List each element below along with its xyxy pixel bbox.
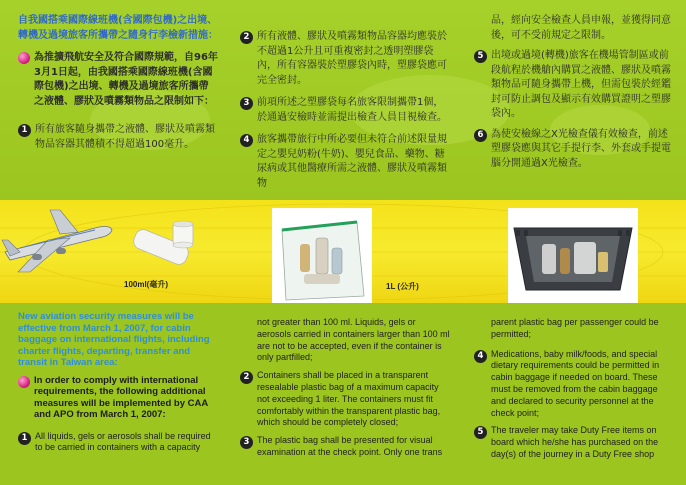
- en-column-2: [240, 317, 450, 459]
- zh-item-2-text: 所有液體、膠狀及噴霧類物品容器均應裝於不超過1公升且可重複密封之透明塑膠袋內，所有容器裝於塑膠袋內時，塑膠袋應可完全密封。: [257, 31, 447, 86]
- zh-item-3: [240, 96, 448, 125]
- number-4-icon: 4: [474, 350, 487, 363]
- zh-column-2: [240, 30, 448, 191]
- en-item-3-cont: parent plastic bag per passenger could be permitted;: [491, 317, 659, 339]
- xray-basket-photo: [508, 208, 638, 303]
- zh-column-1: [18, 14, 218, 152]
- zh-item-5: [474, 49, 672, 122]
- en-intro: New aviation security measures will be effective from March 1, 2007, for cabin baggage on international flights, including charter flights, departing, transfer and transit in Taiwan area:: [18, 311, 210, 368]
- zh-item-2: [240, 30, 448, 88]
- en-lead-block: [18, 375, 218, 421]
- en-item-2-text: Containers shall be placed in a transparent resealable plastic bag of a maximum capacity not exceeding 1 liter. The containers must fit comfortably within the transparent plastic bag, which should be completely closed;: [257, 370, 441, 428]
- en-item-4-text: Medications, baby milk/foods, and special dietary requirements could be permitted in cabin baggage if needed on board. These must be removed from the cabin baggage and declared to security personnel at the check point;: [491, 348, 660, 418]
- zh-column-3: [474, 14, 672, 171]
- zh-item-4: [240, 133, 448, 191]
- en-item-1-cont: not greater than 100 ml. Liquids, gels or aerosols carried in containers larger than 100 ml are not to be accepted, even if the container is only partfilled;: [257, 317, 450, 363]
- en-column-3: [474, 317, 672, 461]
- en-item-3: [240, 435, 450, 459]
- zh-lead: 為推擴飛航安全及符合國際規範，自96年3月1日起，由我國搭乘國際線班機(含國際包機)之出境、轉機及過境旅客所攜帶之液體、膠狀及噴霧類物品之限制如下：: [34, 52, 218, 107]
- number-2-icon: 2: [240, 31, 253, 44]
- plastic-bag-photo: [272, 208, 372, 303]
- en-item-4: [474, 349, 672, 420]
- number-6-icon: 6: [474, 129, 487, 142]
- caption-1l: 1L (公升): [386, 282, 419, 291]
- number-3-icon: 3: [240, 97, 253, 110]
- zh-intro: 自我國搭乘國際線班機(含國際包機)之出境、轉機及過境旅客所攜帶之隨身行李檢新措施：: [18, 15, 218, 41]
- en-column-1: [18, 311, 218, 454]
- en-item-1-text: All liquids, gels or aerosols shall be required to be carried in containers with a capacity: [35, 430, 211, 453]
- zh-item-6: [474, 128, 672, 172]
- number-5-icon: 5: [474, 50, 487, 63]
- zh-item-5-text: 出境或過境(轉機)旅客在機場管制區或前段航程於機艙內購買之液體、膠狀及噴霧類物品可隨身攜帶上機，但需包裝於經鑑封可防止調包及顯示有效購買證明之塑膠袋內。: [491, 50, 671, 119]
- zh-item-6-text: 為使安檢線之X光檢查儀有效檢查，前述塑膠袋應與其它手提行李、外套或手提電腦分開通過X光檢查。: [491, 128, 671, 169]
- number-2-icon: 2: [240, 371, 253, 384]
- number-3-icon: 3: [240, 436, 253, 449]
- pink-bullet-icon: [18, 376, 30, 388]
- caption-100ml: 100ml(毫升): [124, 280, 169, 289]
- zh-item-1: [18, 123, 218, 152]
- en-item-5-text: The traveler may take Duty Free items on board which he/she has purchased on the day(s) of the journey in a Duty Free shop: [491, 425, 659, 459]
- container-100ml-photo: [125, 215, 205, 280]
- zh-item-3-text: 前項所述之塑膠袋每名旅客限制攜帶1個，於通過安檢時並需提出檢查人員目視檢查。: [257, 97, 447, 123]
- number-1-icon: 1: [18, 432, 31, 445]
- pink-bullet-icon: [18, 52, 30, 64]
- zh-item-1-text: 所有旅客隨身攜帶之液體、膠狀及噴霧類物品容器其體積不得超過100毫升。: [35, 124, 215, 150]
- en-item-3-text: The plastic bag shall be presented for visual examination at the check point. Only one trans: [257, 435, 443, 457]
- number-1-icon: 1: [18, 124, 31, 137]
- airplane-photo: [0, 190, 120, 280]
- number-4-icon: 4: [240, 134, 253, 147]
- en-item-2: [240, 370, 450, 429]
- zh-lead-block: [18, 51, 218, 109]
- zh-item-4-text: 旅客攜帶旅行中所必要但未符合前述限量規定之嬰兒奶粉(牛奶)、嬰兒食品、藥物、糖尿病或其他醫療所需之液體、膠狀及噴霧類物: [257, 134, 447, 189]
- en-item-5: [474, 425, 672, 460]
- number-5-icon: 5: [474, 426, 487, 439]
- en-item-1: [18, 431, 218, 455]
- en-lead: In order to comply with international requirements, the following additional measures will be implemented by CAA and APO from March 1, 2007:: [34, 374, 208, 420]
- zh-item-4-cont: 品，經向安全檢查人員申報，並獲得同意後，可不受前規定之限制。: [491, 15, 671, 41]
